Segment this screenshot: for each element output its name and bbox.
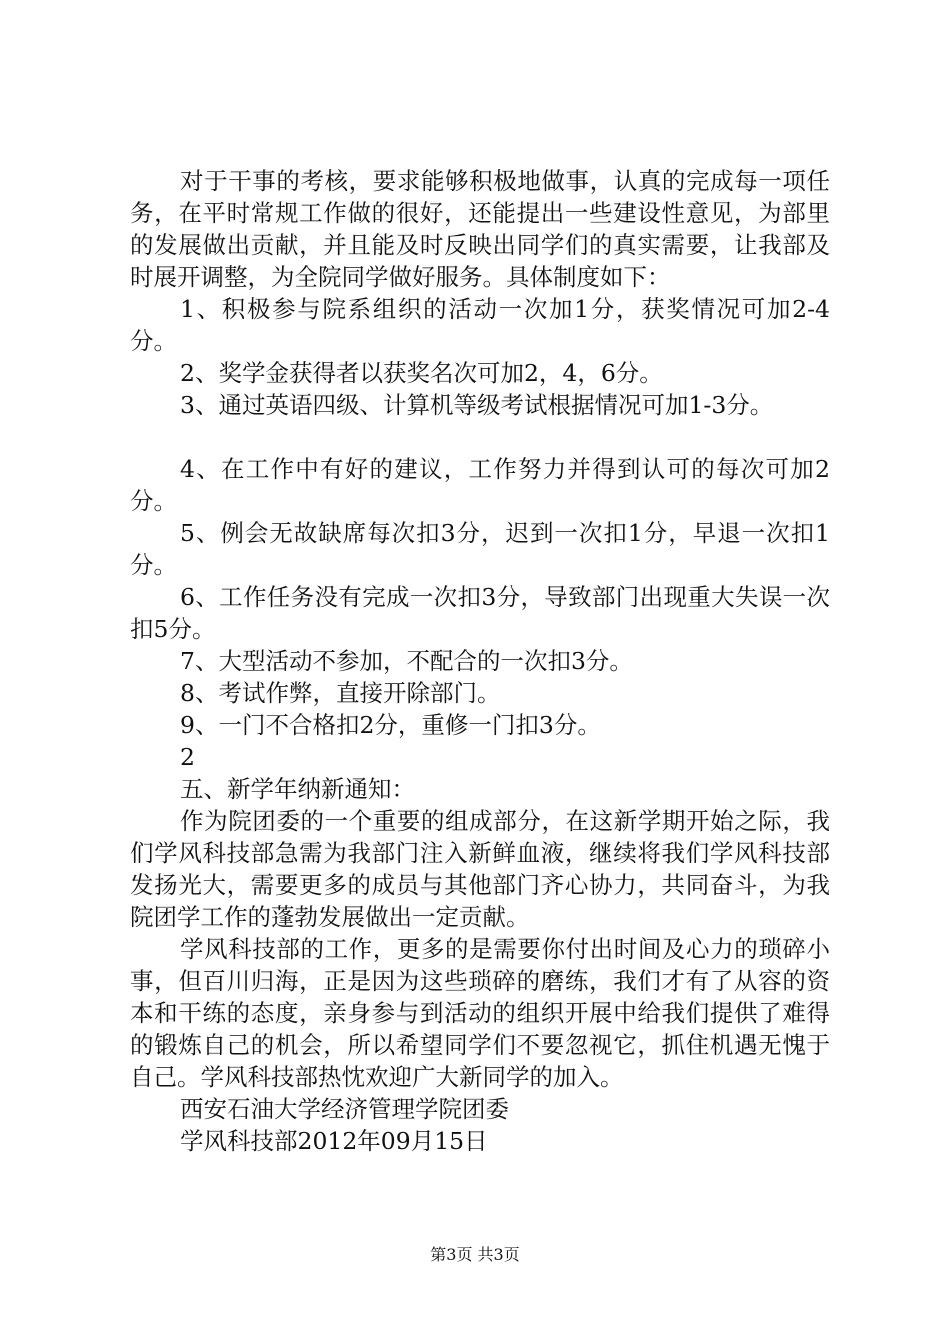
rule-item-1: 1、积极参与院系组织的活动一次加1分，获奖情况可加2-4分。 <box>130 295 830 355</box>
blank-line <box>130 421 830 453</box>
recruit-paragraph-1: 作为院团委的一个重要的组成部分，在这新学期开始之际，我们学风科技部急需为我部门注入新鲜血液，继续将我们学风科技部发扬光大，需要更多的成员与其他部门齐心协力，共同奋斗，为我院团学工作的蓬勃发展做出一定贡献。 <box>130 807 830 931</box>
document-body <box>130 165 830 1093</box>
page-footer: 第3页 共3页 <box>430 1245 520 1264</box>
rule-item-6: 6、工作任务没有完成一次扣3分，导致部门出现重大失误一次扣5分。 <box>130 583 830 643</box>
rule-item-5: 5、例会无故缺席每次扣3分，迟到一次扣1分，早退一次扣1分。 <box>130 519 830 579</box>
stray-page-number: 2 <box>180 743 195 771</box>
rule-item-2: 2、奖学金获得者以获奖名次可加2，4，6分。 <box>180 359 663 387</box>
rule-item-4: 4、在工作中有好的建议，工作努力并得到认可的每次可加2分。 <box>130 455 830 515</box>
rule-item-9: 9、一门不合格扣2分，重修一门扣3分。 <box>180 711 601 739</box>
signature-block <box>180 1093 509 1157</box>
rule-item-8: 8、考试作弊，直接开除部门。 <box>180 679 501 707</box>
signature-organization: 西安石油大学经济管理学院团委 <box>180 1095 509 1123</box>
section-heading: 五、新学年纳新通知： <box>180 775 415 803</box>
intro-paragraph: 对于干事的考核，要求能够积极地做事，认真的完成每一项任务，在平时常规工作做的很好，还能提出一些建设性意见，为部里的发展做出贡献，并且能及时反映出同学们的真实需要，让我部及时展开调整，为全院同学做好服务。具体制度如下： <box>130 167 830 291</box>
recruit-paragraph-2: 学风科技部的工作，更多的是需要你付出时间及心力的琐碎小事，但百川归海，正是因为这些琐碎的磨练，我们才有了从容的资本和干练的态度，亲身参与到活动的组织开展中给我们提供了难得的锻炼自己的机会，所以希望同学们不要忽视它，抓住机遇无愧于自己。学风科技部热忱欢迎广大新同学的加入。 <box>130 935 830 1091</box>
rule-item-3: 3、通过英语四级、计算机等级考试根据情况可加1-3分。 <box>180 391 774 419</box>
signature-department-date: 学风科技部2012年09月15日 <box>180 1127 488 1155</box>
rule-item-7: 7、大型活动不参加，不配合的一次扣3分。 <box>180 647 633 675</box>
